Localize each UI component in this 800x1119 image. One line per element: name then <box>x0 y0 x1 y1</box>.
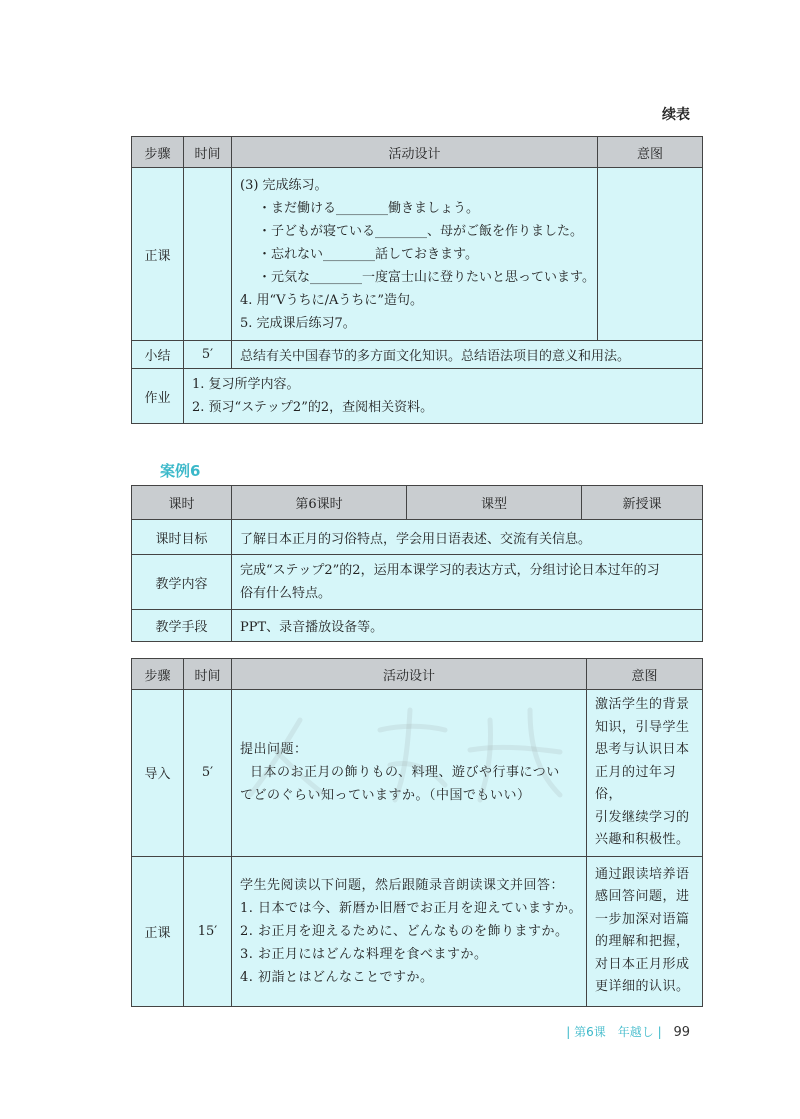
header-intent: 意图 <box>598 137 703 168</box>
row-label: 课时目标 <box>132 520 232 555</box>
activity-line: 4. 用“Vうちに/Aうちに”造句。 <box>240 292 423 308</box>
activity-line: 5. 完成课后练习7。 <box>240 315 356 331</box>
period-value: 第6课时 <box>232 486 407 520</box>
question-line: 4. 初詣とはどんなことですか。 <box>240 969 434 985</box>
lesson-name: 第6课 年越し <box>574 1025 654 1039</box>
question-line: 2. お正月を迎えるために、どんなものを飾りますか。 <box>240 923 569 939</box>
row-label: 教学手段 <box>132 610 232 642</box>
homework-line: 1. 复习所学内容。 <box>192 377 300 392</box>
intent-line: 正月的过年习俗， <box>595 764 677 802</box>
intent-line: 激活学生的背景 <box>595 697 690 712</box>
header-step: 步骤 <box>132 137 184 168</box>
time-cell: 15′ <box>184 856 232 1006</box>
summary-cell: 总结有关中国春节的多方面文化知识。总结语法项目的意义和用法。 <box>232 341 703 369</box>
step-cell: 正课 <box>132 856 184 1006</box>
intent-line: 兴趣和积极性。 <box>595 832 690 847</box>
activity-cell <box>232 168 598 341</box>
step-cell: 作业 <box>132 369 184 424</box>
activity-cell <box>232 690 587 857</box>
header-intent: 意图 <box>587 659 703 690</box>
page-number: 99 <box>673 1025 690 1040</box>
homework-line: 2. 预习“ステップ2”的2，查阅相关资料。 <box>192 400 434 415</box>
goal-cell: 了解日本正月的习俗特点，学会用日语表述、交流有关信息。 <box>232 520 703 555</box>
footer-divider: | <box>657 1025 662 1039</box>
exercise-line: ・忘れない________話しておきます。 <box>258 246 478 262</box>
lesson-plan-table-continued <box>131 136 703 424</box>
intent-line: 更详细的认识。 <box>595 979 690 994</box>
intent-line: 引发继续学习的 <box>595 809 690 825</box>
content-line: 俗有什么特点。 <box>240 586 332 601</box>
intent-line: 对日本正月形成 <box>595 956 690 972</box>
header-activity: 活动设计 <box>232 659 587 690</box>
exercise-line: ・まだ働ける________働きましょう。 <box>258 200 480 216</box>
header-lesson-type: 课型 <box>407 486 582 520</box>
intent-line: 一步加深对语篇 <box>595 911 690 927</box>
content-line: 完成“ステップ2”的2，运用本课学习的表达方式，分组讨论日本过年的习 <box>240 563 660 578</box>
activity-cell <box>232 856 587 1006</box>
case-title: 案例6 <box>160 462 201 480</box>
step-cell: 正课 <box>132 168 184 341</box>
header-activity: 活动设计 <box>232 137 598 168</box>
activity-line: (3) 完成练习。 <box>240 177 328 193</box>
time-cell: 5′ <box>184 690 232 857</box>
intent-line: 通过跟读培养语 <box>595 866 690 882</box>
means-cell: PPT、录音播放设备等。 <box>232 610 703 642</box>
step-cell: 小结 <box>132 341 184 369</box>
intent-line: 知识，引导学生 <box>595 719 690 735</box>
intent-line: 感回答问题，进 <box>595 889 690 904</box>
step-cell: 导入 <box>132 690 184 857</box>
intent-line: 思考与认识日本 <box>595 742 690 757</box>
activity-line: 学生先阅读以下问题，然后跟随录音朗读课文并回答： <box>240 877 565 893</box>
time-cell <box>184 168 232 341</box>
question-line: 日本のお正月の飾りもの、料理、遊びや行事につい <box>250 765 560 781</box>
activity-line: 提出问题： <box>240 742 308 758</box>
header-time: 时间 <box>184 659 232 690</box>
lesson-plan-table <box>131 658 703 1007</box>
lesson-info-table <box>131 485 703 642</box>
question-line: 3. お正月にはどんな料理を食べますか。 <box>240 946 488 962</box>
intent-cell <box>598 168 703 341</box>
row-label: 教学内容 <box>132 555 232 610</box>
question-line: てどのぐらい知っていますか。（中国でもいい） <box>240 788 531 804</box>
intent-cell <box>587 856 703 1006</box>
intent-cell <box>587 690 703 857</box>
content-cell <box>232 555 703 610</box>
time-cell: 5′ <box>184 341 232 369</box>
intent-line: 的理解和把握， <box>595 934 690 949</box>
question-line: 1. 日本では今、新暦か旧暦でお正月を迎えていますか。 <box>240 900 583 916</box>
continued-label: 续表 <box>662 107 690 123</box>
header-period: 课时 <box>132 486 232 520</box>
exercise-line: ・子どもが寝ている________、母がご飯を作りました。 <box>258 223 584 239</box>
header-time: 时间 <box>184 137 232 168</box>
page-footer <box>566 1023 690 1040</box>
header-step: 步骤 <box>132 659 184 690</box>
footer-divider: | <box>566 1025 571 1039</box>
homework-cell <box>184 369 703 424</box>
exercise-line: ・元気な________一度富士山に登りたいと思っています。 <box>258 269 595 285</box>
lesson-type-value: 新授课 <box>582 486 703 520</box>
